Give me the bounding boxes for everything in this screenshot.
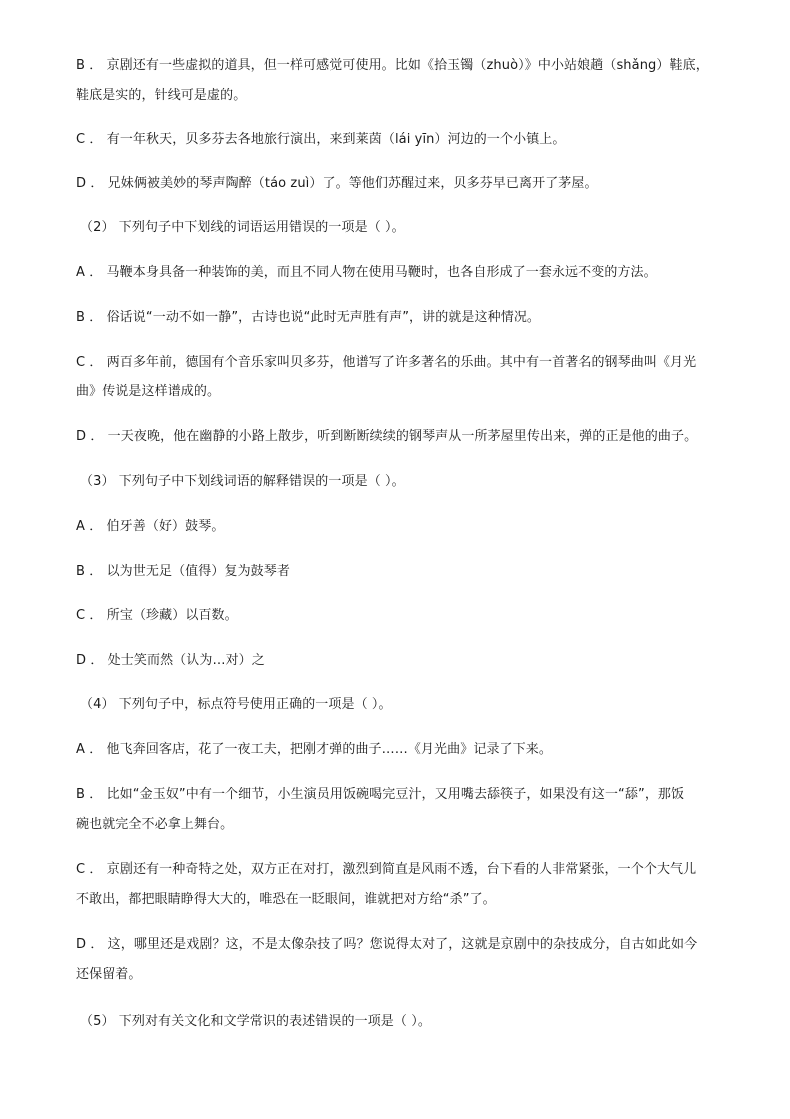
option-b-line-1: B ． 京剧还有一些虚拟的道具，但一样可感觉可使用。比如《拾玉镯（zhuò）》中小站娘趟（shǎng）鞋底， [76,58,709,73]
q2-option-c-line-1: C ． 两百多年前，德国有个音乐家叫贝多芬，他谱写了许多著名的乐曲。其中有一首著名的钢琴曲叫《月光 [76,355,697,370]
option-d-line: D ． 兄妹俩被美妙的琴声陶醉（táo zuì）了。等他们苏醒过来，贝多芬早已离开了茅屋。 [76,176,598,191]
option-b-line-2: 鞋底是实的，针线可是虚的。 [76,88,247,103]
q4-option-c-line-1: C ． 京剧还有一种奇特之处，双方正在对打，激烈到简直是风雨不透，台下看的人非常紧张，一个个大气儿 [76,862,697,877]
q2-option-a: A ． 马鞭本身具备一种装饰的美，而且不同人物在使用马鞭时，也各自形成了一套永远不变的方法。 [76,265,657,280]
q3-option-c: C ． 所宝（珍藏）以百数。 [76,608,238,623]
question-3: （3） 下列句子中下划线词语的解释错误的一项是（ ）。 [80,474,405,489]
q4-option-d-line-2: 还保留着。 [76,967,142,982]
question-2: （2） 下列句子中下划线的词语运用错误的一项是（ ）。 [80,220,405,235]
q3-option-a: A ． 伯牙善（好）鼓琴。 [76,519,225,534]
q3-option-d: D ． 处士笑而然（认为…对）之 [76,653,265,668]
q4-option-c-line-2: 不敢出，都把眼睛睁得大大的，唯恐在一眨眼间，谁就把对方给“杀”了。 [76,892,496,907]
question-4: （4） 下列句子中，标点符号使用正确的一项是（ ）。 [80,697,392,712]
q4-option-b-line-1: B ． 比如“金玉奴”中有一个细节，小生演员用饭碗喝完豆汁，又用嘴去舔筷子，如果没有这一“舔”，那饭 [76,787,685,802]
q4-option-d-line-1: D ． 这，哪里还是戏剧？这，不是太像杂技了吗？您说得太对了，这就是京剧中的杂技成分，自古如此如今 [76,937,698,952]
question-5: （5） 下列对有关文化和文学常识的表述错误的一项是（ ）。 [80,1014,431,1029]
q4-option-b-line-2: 碗也就完全不必拿上舞台。 [76,817,234,832]
q2-option-c-line-2: 曲》传说是这样谱成的。 [76,384,221,399]
q2-option-b: B ． 俗话说“一动不如一静”，古诗也说“此时无声胜有声”，讲的就是这种情况。 [76,310,541,325]
option-c-line: C ． 有一年秋天，贝多芬去各地旅行演出，来到莱茵（lái yīn）河边的一个小镇上。 [76,132,566,147]
q3-option-b: B ． 以为世无足（值得）复为鼓琴者 [76,564,290,579]
q2-option-d: D ． 一天夜晚，他在幽静的小路上散步，听到断断续续的钢琴声从一所茅屋里传出来，弹的正是他的曲子。 [76,429,698,444]
q4-option-a: A ． 他飞奔回客店，花了一夜工夫，把刚才弹的曲子……《月光曲》记录了下来。 [76,742,552,757]
